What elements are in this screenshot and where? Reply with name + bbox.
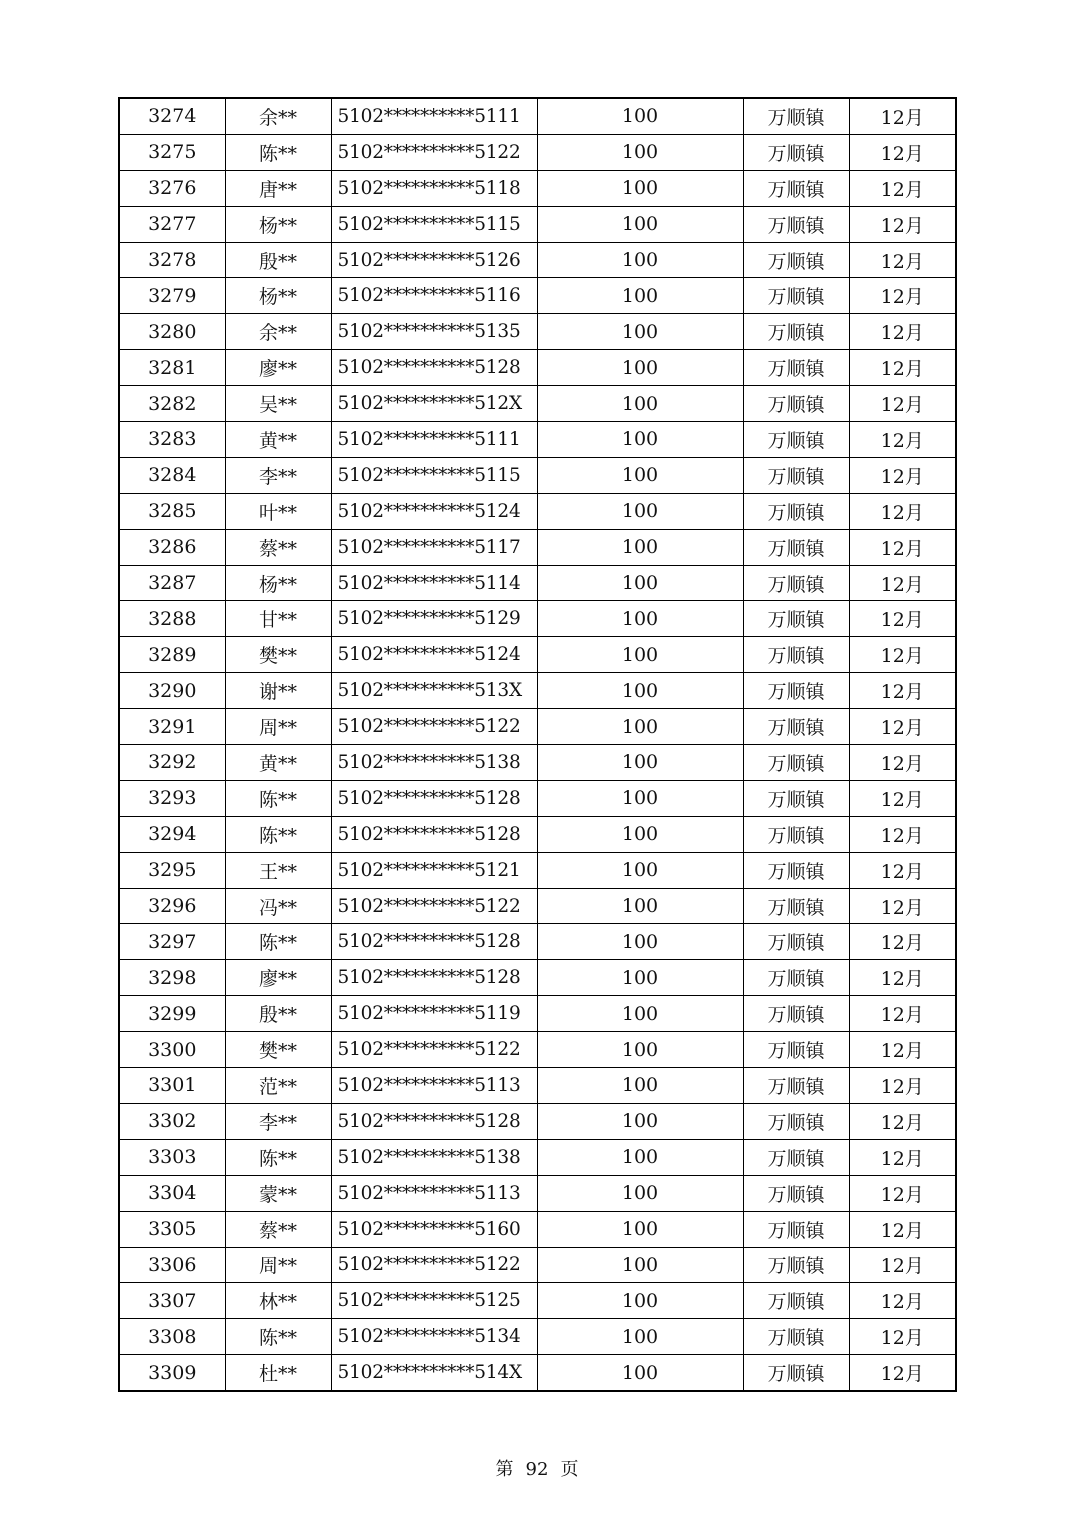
cell-town: 万顺镇 [743,206,849,242]
table-row [119,1032,956,1068]
cell-name: 陈** [225,780,331,816]
cell-name: 樊** [225,1032,331,1068]
cell-name: 陈** [225,134,331,170]
table-row [119,493,956,529]
cell-id: 5102**********5124 [331,493,537,529]
cell-name: 黄** [225,422,331,458]
cell-id: 5102**********5128 [331,816,537,852]
data-table [118,97,957,1392]
cell-seq: 3279 [119,278,225,314]
cell-name: 叶** [225,493,331,529]
cell-name: 唐** [225,170,331,206]
cell-month: 12月 [849,565,956,601]
cell-id: 5102**********5122 [331,709,537,745]
cell-name: 陈** [225,924,331,960]
cell-town: 万顺镇 [743,1247,849,1283]
cell-month: 12月 [849,242,956,278]
cell-month: 12月 [849,314,956,350]
cell-month: 12月 [849,170,956,206]
cell-seq: 3304 [119,1175,225,1211]
table-row [119,278,956,314]
cell-town: 万顺镇 [743,1175,849,1211]
cell-name: 甘** [225,601,331,637]
cell-name: 余** [225,98,331,134]
cell-month: 12月 [849,386,956,422]
cell-id: 5102**********5114 [331,565,537,601]
cell-month: 12月 [849,206,956,242]
cell-amount: 100 [537,386,743,422]
table-row [119,206,956,242]
cell-name: 黄** [225,745,331,781]
cell-town: 万顺镇 [743,960,849,996]
cell-name: 杨** [225,565,331,601]
cell-amount: 100 [537,529,743,565]
cell-town: 万顺镇 [743,745,849,781]
cell-name: 陈** [225,816,331,852]
table-row [119,457,956,493]
cell-amount: 100 [537,709,743,745]
cell-id: 5102**********5125 [331,1283,537,1319]
table-row [119,1211,956,1247]
cell-amount: 100 [537,1103,743,1139]
cell-month: 12月 [849,888,956,924]
cell-month: 12月 [849,673,956,709]
cell-town: 万顺镇 [743,637,849,673]
cell-id: 5102**********5128 [331,960,537,996]
cell-seq: 3290 [119,673,225,709]
cell-month: 12月 [849,601,956,637]
cell-seq: 3300 [119,1032,225,1068]
cell-town: 万顺镇 [743,852,849,888]
cell-seq: 3282 [119,386,225,422]
cell-town: 万顺镇 [743,386,849,422]
cell-id: 5102**********5118 [331,170,537,206]
cell-amount: 100 [537,745,743,781]
table-row [119,1175,956,1211]
cell-town: 万顺镇 [743,422,849,458]
cell-name: 谢** [225,673,331,709]
cell-name: 王** [225,852,331,888]
table-row [119,314,956,350]
cell-seq: 3293 [119,780,225,816]
table-row [119,350,956,386]
cell-month: 12月 [849,1247,956,1283]
cell-amount: 100 [537,888,743,924]
cell-id: 5102**********5160 [331,1211,537,1247]
table-row [119,924,956,960]
cell-seq: 3285 [119,493,225,529]
cell-town: 万顺镇 [743,888,849,924]
cell-town: 万顺镇 [743,242,849,278]
cell-id: 5102**********512X [331,386,537,422]
cell-seq: 3305 [119,1211,225,1247]
cell-amount: 100 [537,1283,743,1319]
cell-seq: 3278 [119,242,225,278]
cell-town: 万顺镇 [743,134,849,170]
cell-town: 万顺镇 [743,924,849,960]
cell-amount: 100 [537,278,743,314]
cell-name: 杨** [225,206,331,242]
cell-seq: 3284 [119,457,225,493]
cell-seq: 3287 [119,565,225,601]
cell-id: 5102**********513X [331,673,537,709]
cell-town: 万顺镇 [743,673,849,709]
cell-town: 万顺镇 [743,1032,849,1068]
cell-amount: 100 [537,960,743,996]
cell-amount: 100 [537,1211,743,1247]
cell-month: 12月 [849,1139,956,1175]
table-row [119,1283,956,1319]
cell-seq: 3289 [119,637,225,673]
cell-amount: 100 [537,242,743,278]
cell-id: 5102**********5117 [331,529,537,565]
cell-name: 余** [225,314,331,350]
cell-town: 万顺镇 [743,1283,849,1319]
cell-seq: 3296 [119,888,225,924]
table-row [119,852,956,888]
cell-id: 5102**********5122 [331,1247,537,1283]
cell-month: 12月 [849,709,956,745]
cell-amount: 100 [537,637,743,673]
table-row [119,1247,956,1283]
table-row [119,780,956,816]
cell-id: 5102**********5126 [331,242,537,278]
cell-name: 殷** [225,242,331,278]
cell-name: 陈** [225,1319,331,1355]
cell-seq: 3309 [119,1355,225,1391]
cell-seq: 3307 [119,1283,225,1319]
cell-month: 12月 [849,960,956,996]
cell-name: 陈** [225,1139,331,1175]
cell-month: 12月 [849,852,956,888]
cell-seq: 3308 [119,1319,225,1355]
cell-amount: 100 [537,1032,743,1068]
table-row [119,673,956,709]
cell-amount: 100 [537,134,743,170]
cell-amount: 100 [537,996,743,1032]
cell-seq: 3288 [119,601,225,637]
cell-town: 万顺镇 [743,1355,849,1391]
cell-seq: 3276 [119,170,225,206]
cell-month: 12月 [849,1068,956,1104]
cell-town: 万顺镇 [743,350,849,386]
cell-name: 蔡** [225,1211,331,1247]
cell-amount: 100 [537,1175,743,1211]
cell-month: 12月 [849,1175,956,1211]
table-row [119,709,956,745]
cell-seq: 3277 [119,206,225,242]
cell-month: 12月 [849,1032,956,1068]
cell-id: 5102**********5128 [331,1103,537,1139]
table-row [119,170,956,206]
cell-month: 12月 [849,637,956,673]
cell-seq: 3299 [119,996,225,1032]
cell-town: 万顺镇 [743,1211,849,1247]
cell-amount: 100 [537,780,743,816]
cell-seq: 3283 [119,422,225,458]
cell-month: 12月 [849,745,956,781]
cell-id: 5102**********5122 [331,134,537,170]
cell-name: 吴** [225,386,331,422]
cell-id: 5102**********5111 [331,422,537,458]
cell-name: 蔡** [225,529,331,565]
cell-name: 林** [225,1283,331,1319]
cell-amount: 100 [537,1355,743,1391]
table-row [119,637,956,673]
cell-name: 周** [225,1247,331,1283]
cell-seq: 3294 [119,816,225,852]
cell-id: 5102**********5122 [331,888,537,924]
cell-month: 12月 [849,457,956,493]
cell-id: 5102**********5128 [331,780,537,816]
cell-name: 殷** [225,996,331,1032]
cell-amount: 100 [537,98,743,134]
table-row [119,1068,956,1104]
cell-amount: 100 [537,206,743,242]
table-row [119,529,956,565]
table-row [119,242,956,278]
cell-id: 5102**********5134 [331,1319,537,1355]
cell-seq: 3281 [119,350,225,386]
cell-name: 范** [225,1068,331,1104]
table-row [119,98,956,134]
cell-town: 万顺镇 [743,529,849,565]
cell-amount: 100 [537,350,743,386]
table-row [119,960,956,996]
cell-town: 万顺镇 [743,816,849,852]
cell-id: 5102**********5128 [331,350,537,386]
cell-name: 廖** [225,960,331,996]
table-row [119,745,956,781]
cell-town: 万顺镇 [743,457,849,493]
cell-id: 5102**********5122 [331,1032,537,1068]
cell-town: 万顺镇 [743,709,849,745]
cell-town: 万顺镇 [743,565,849,601]
table-row [119,565,956,601]
cell-id: 5102**********5113 [331,1068,537,1104]
page-suffix: 页 [560,1459,579,1480]
table-row [119,422,956,458]
cell-amount: 100 [537,170,743,206]
page-prefix: 第 [495,1459,514,1480]
cell-name: 李** [225,1103,331,1139]
cell-seq: 3306 [119,1247,225,1283]
cell-seq: 3280 [119,314,225,350]
cell-name: 周** [225,709,331,745]
table-row [119,134,956,170]
cell-id: 5102**********5111 [331,98,537,134]
cell-id: 5102**********5115 [331,206,537,242]
cell-seq: 3302 [119,1103,225,1139]
cell-id: 5102**********5128 [331,924,537,960]
cell-name: 冯** [225,888,331,924]
cell-id: 5102**********5124 [331,637,537,673]
table-row [119,1355,956,1391]
table-row [119,816,956,852]
cell-amount: 100 [537,565,743,601]
cell-amount: 100 [537,601,743,637]
cell-id: 5102**********5121 [331,852,537,888]
table-row [119,1319,956,1355]
cell-town: 万顺镇 [743,1319,849,1355]
cell-id: 5102**********5116 [331,278,537,314]
cell-seq: 3295 [119,852,225,888]
cell-id: 5102**********5135 [331,314,537,350]
cell-month: 12月 [849,529,956,565]
cell-amount: 100 [537,1319,743,1355]
cell-month: 12月 [849,1355,956,1391]
cell-month: 12月 [849,1319,956,1355]
cell-seq: 3303 [119,1139,225,1175]
cell-seq: 3286 [119,529,225,565]
cell-town: 万顺镇 [743,1068,849,1104]
table-row [119,601,956,637]
cell-amount: 100 [537,314,743,350]
cell-id: 5102**********514X [331,1355,537,1391]
cell-amount: 100 [537,1068,743,1104]
cell-seq: 3274 [119,98,225,134]
cell-amount: 100 [537,852,743,888]
cell-town: 万顺镇 [743,780,849,816]
table-row [119,888,956,924]
cell-month: 12月 [849,1211,956,1247]
cell-seq: 3291 [119,709,225,745]
cell-amount: 100 [537,422,743,458]
cell-seq: 3301 [119,1068,225,1104]
cell-seq: 3297 [119,924,225,960]
cell-town: 万顺镇 [743,1139,849,1175]
cell-town: 万顺镇 [743,278,849,314]
cell-amount: 100 [537,457,743,493]
cell-month: 12月 [849,350,956,386]
cell-seq: 3298 [119,960,225,996]
cell-month: 12月 [849,422,956,458]
cell-month: 12月 [849,278,956,314]
cell-month: 12月 [849,1103,956,1139]
cell-id: 5102**********5129 [331,601,537,637]
cell-month: 12月 [849,996,956,1032]
cell-month: 12月 [849,134,956,170]
cell-amount: 100 [537,1139,743,1175]
cell-month: 12月 [849,816,956,852]
cell-month: 12月 [849,98,956,134]
cell-amount: 100 [537,673,743,709]
page-number: 92 [525,1459,549,1480]
cell-town: 万顺镇 [743,601,849,637]
cell-town: 万顺镇 [743,98,849,134]
cell-month: 12月 [849,1283,956,1319]
cell-amount: 100 [537,816,743,852]
cell-amount: 100 [537,1247,743,1283]
cell-name: 廖** [225,350,331,386]
cell-town: 万顺镇 [743,1103,849,1139]
cell-id: 5102**********5115 [331,457,537,493]
table-row [119,386,956,422]
cell-seq: 3275 [119,134,225,170]
cell-id: 5102**********5138 [331,1139,537,1175]
table-row [119,1139,956,1175]
cell-name: 樊** [225,637,331,673]
cell-amount: 100 [537,924,743,960]
cell-name: 蒙** [225,1175,331,1211]
cell-name: 李** [225,457,331,493]
cell-month: 12月 [849,780,956,816]
cell-town: 万顺镇 [743,996,849,1032]
table-body [119,98,956,1391]
cell-name: 杨** [225,278,331,314]
cell-id: 5102**********5113 [331,1175,537,1211]
cell-amount: 100 [537,493,743,529]
cell-seq: 3292 [119,745,225,781]
cell-month: 12月 [849,924,956,960]
cell-town: 万顺镇 [743,314,849,350]
cell-name: 杜** [225,1355,331,1391]
table-row [119,1103,956,1139]
cell-month: 12月 [849,493,956,529]
table-row [119,996,956,1032]
cell-id: 5102**********5138 [331,745,537,781]
page-footer [0,1455,1074,1481]
cell-town: 万顺镇 [743,493,849,529]
cell-id: 5102**********5119 [331,996,537,1032]
cell-town: 万顺镇 [743,170,849,206]
